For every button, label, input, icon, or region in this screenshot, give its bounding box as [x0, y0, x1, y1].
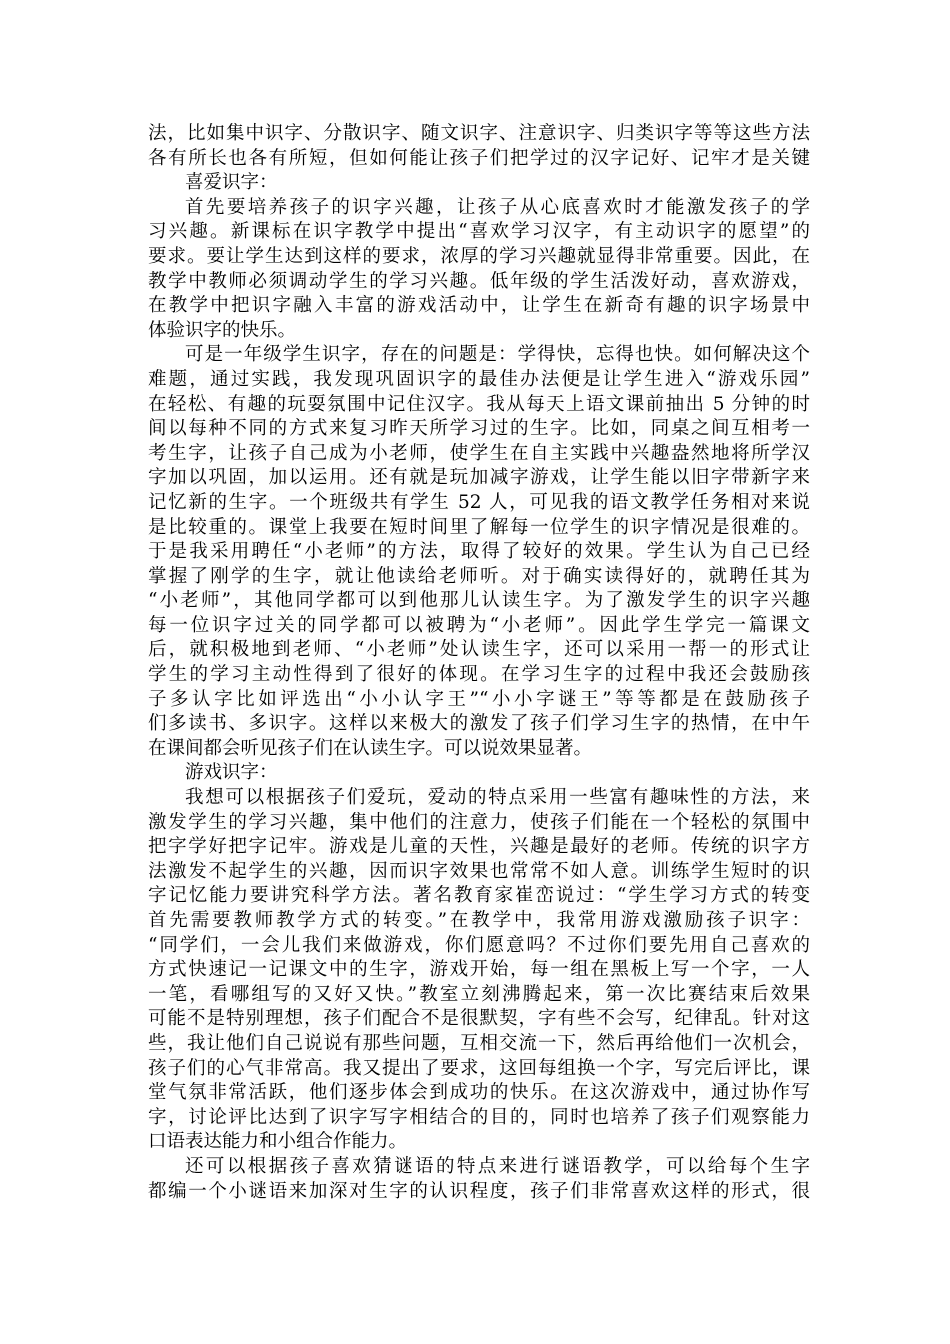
- text-line: 我想可以根据孩子们爱玩，爱动的特点采用一些富有趣味性的方法，来: [185, 787, 810, 809]
- text-line: 掌握了刚学的生字，就让他读给老师听。对于确实读得好的，就聘任其为: [148, 565, 810, 587]
- text-line: 首先要培养孩子的识字兴趣，让孩子从心底喜欢时才能激发孩子的学: [185, 196, 810, 218]
- text-line: 激发学生的学习兴趣，集中他们的注意力，使孩子们能在一个轻松的氛围中: [148, 811, 810, 833]
- text-line: 可是一年级学生识字，存在的问题是：学得快，忘得也快。如何解决这个: [185, 344, 810, 366]
- section-heading: 游戏识字：: [185, 762, 278, 784]
- text-line: 要求。要让学生达到这样的要求，浓厚的学习兴趣就显得非常重要。因此，在: [148, 245, 810, 267]
- text-line: 考生字，让孩子自己成为小老师，使学生在自主实践中兴趣盎然地将所学汉: [148, 442, 810, 464]
- text-line: 间以每种不同的方式来复习昨天所学习过的生字。比如，同桌之间互相考一: [148, 418, 810, 440]
- section-heading: 喜爱识字：: [185, 172, 278, 194]
- text-line: 在轻松、有趣的玩耍氛围中记住汉字。我从每天上语文课前抽出 5 分钟的时: [148, 393, 810, 415]
- text-line: 堂气氛非常活跃，他们逐步体会到成功的快乐。在这次游戏中，通过协作写: [148, 1082, 810, 1104]
- text-line: 孩子们的心气非常高。我又提出了要求，这回每组换一个字，写完后评比，课: [148, 1057, 810, 1079]
- text-line: 难题，通过实践，我发现巩固识字的最佳办法便是让学生进入“游戏乐园”: [148, 368, 810, 390]
- text-line: 习兴趣。新课标在识字教学中提出“喜欢学习汉字，有主动识字的愿望”的: [148, 221, 810, 243]
- text-line: 记忆新的生字。一个班级共有学生 52 人，可见我的语文教学任务相对来说: [148, 491, 810, 513]
- text-line: 都编一个小谜语来加深对生字的认识程度，孩子们非常喜欢这样的形式，很: [148, 1180, 810, 1202]
- text-line: 法，比如集中识字、分散识字、随文识字、注意识字、归类识字等等这些方法: [148, 123, 810, 144]
- document-body: [148, 122, 810, 1204]
- text-line: 体验识字的快乐。: [148, 319, 297, 341]
- text-line: 些，我让他们自己说说有那些问题，互相交流一下，然后再给他们一次机会，: [148, 1032, 810, 1054]
- text-line: 字，讨论评比达到了识字写字相结合的目的，同时也培养了孩子们观察能力: [148, 1106, 810, 1128]
- text-line: 口语表达能力和小组合作能力。: [148, 1131, 408, 1153]
- text-line: 字加以巩固，加以运用。还有就是玩加减字游戏，让学生能以旧字带新字来: [148, 467, 810, 489]
- text-line: 学生的学习主动性得到了很好的体现。在学习生字的过程中我还会鼓励孩: [148, 664, 810, 686]
- text-line: 字记忆能力要讲究科学方法。著名教育家崔峦说过：“学生学习方式的转变: [148, 885, 810, 907]
- text-line: 每一位识字过关的同学都可以被聘为“小老师”。因此学生学完一篇课文: [148, 614, 810, 636]
- text-line: 法激发不起学生的兴趣，因而识字效果也常常不如人意。训练学生短时的识: [148, 860, 810, 882]
- text-line: 可能不是特别理想，孩子们配合不是很默契，字有些不会写，纪律乱。针对这: [148, 1008, 810, 1030]
- text-line: “小老师”，其他同学都可以到他那儿认读生字。为了激发学生的识字兴趣: [148, 590, 810, 612]
- text-line: 子多认字比如评选出“小小认字王”“小小字谜王”等等都是在鼓励孩子: [148, 688, 810, 710]
- text-line: 首先需要教师教学方式的转变。”在教学中，我常用游戏激励孩子识字：: [148, 910, 810, 931]
- text-line: 在教学中把识字融入丰富的游戏活动中，让学生在新奇有趣的识字场景中: [148, 295, 810, 317]
- text-line: 还可以根据孩子喜欢猜谜语的特点来进行谜语教学，可以给每个生字: [185, 1155, 810, 1177]
- text-line: 在课间都会听见孩子们在认读生字。可以说效果显著。: [148, 737, 593, 759]
- text-line: 教学中教师必须调动学生的学习兴趣。低年级的学生活泼好动，喜欢游戏，: [148, 270, 810, 292]
- text-line: 后，就积极地到老师、“小老师”处认读生字，还可以采用一帮一的形式让: [148, 639, 810, 661]
- text-line: 一笔，看哪组写的又好又快。”教室立刻沸腾起来，第一次比赛结束后效果: [148, 983, 810, 1005]
- text-line: 方式快速记一记课文中的生字，游戏开始，每一组在黑板上写一个字，一人: [148, 959, 810, 981]
- text-line: 们多读书、多识字。这样以来极大的激发了孩子们学习生字的热情，在中午: [148, 713, 810, 735]
- text-line: 各有所长也各有所短，但如何能让孩子们把学过的汉字记好、记牢才是关键: [148, 147, 810, 169]
- text-line: “同学们，一会儿我们来做游戏，你们愿意吗？不过你们要先用自己喜欢的: [148, 934, 810, 956]
- text-line: 于是我采用聘任“小老师”的方法，取得了较好的效果。学生认为自己已经: [148, 541, 810, 563]
- text-line: 是比较重的。课堂上我要在短时间里了解每一位学生的识字情况是很难的。: [148, 516, 810, 538]
- text-line: 把字学好把字记牢。游戏是儿童的天性，兴趣是最好的老师。传统的识字方: [148, 836, 810, 858]
